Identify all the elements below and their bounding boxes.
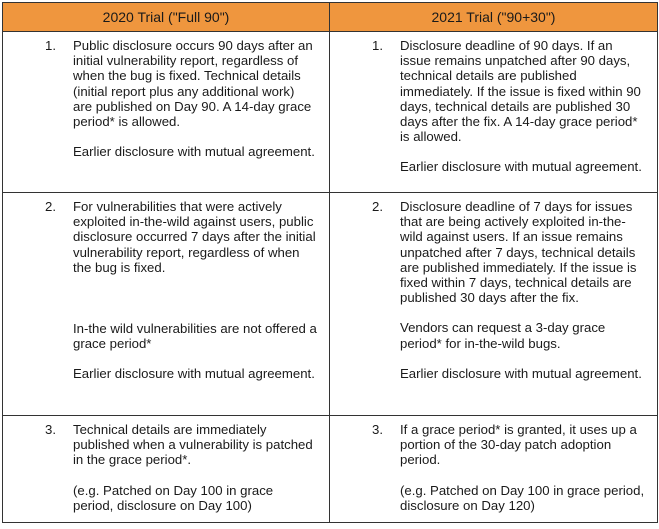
header-row	[3, 3, 658, 32]
cell-2020-item-2	[3, 193, 330, 416]
cell-2021-item-1	[330, 32, 658, 193]
item-note: Earlier disclosure with mutual agreement.	[400, 159, 642, 175]
list-item	[372, 422, 645, 513]
item-number: 1.	[45, 38, 56, 53]
header-2021-trial: 2021 Trial ("90+30")	[330, 3, 658, 32]
item-number: 3.	[372, 422, 383, 437]
item-note: Earlier disclosure with mutual agreement.	[73, 366, 315, 382]
cell-2021-item-3	[330, 416, 658, 523]
item-text: If a grace period* is granted, it uses up a portion of the 30-day patch adoption period.	[400, 422, 637, 468]
cell-2020-item-1	[3, 32, 330, 193]
list-item	[45, 199, 317, 382]
item-number: 3.	[45, 422, 56, 437]
item-text: Disclosure deadline of 90 days. If an issue remains unpatched after 90 days, technical details are published immediately. If the issue is fixed within 90 days, technical details are published 30 days after the fix. A 14-day grace period* is allowed.	[400, 38, 641, 145]
item-number: 2.	[45, 199, 56, 214]
disclosure-policy-table	[2, 2, 658, 523]
list-item	[372, 38, 645, 175]
header-2020-trial: 2020 Trial ("Full 90")	[3, 3, 330, 32]
list-item	[45, 422, 317, 513]
item-note: Earlier disclosure with mutual agreement.	[73, 144, 315, 160]
item-text: For vulnerabilities that were actively exploited in-the-wild against users, public disclosure occurred 7 days after the initial vulnerability report, regardless of when the bug is fixed.	[73, 199, 316, 275]
item-text: Disclosure deadline of 7 days for issues that are being actively exploited in-the-wild against users. If an issue remains unpatched after 7 days, technical details are published immediately. If the issue is fixed within 7 days, technical details are published 30 days after the fix.	[400, 199, 637, 306]
item-text: Public disclosure occurs 90 days after an initial vulnerability report, regardless of when the bug is fixed. Technical details (initial report plus any additional work) are published on Day 90. A 14-day grace period* is allowed.	[73, 38, 313, 130]
item-text: Technical details are immediately published when a vulnerability is patched in the grace period*.	[73, 422, 313, 468]
cell-2021-item-2	[330, 193, 658, 416]
item-note: In-the wild vulnerabilities are not offered a grace period*	[73, 321, 317, 352]
table-row	[3, 193, 658, 416]
cell-2020-item-3	[3, 416, 330, 523]
table-row	[3, 416, 658, 523]
item-example: (e.g. Patched on Day 100 in grace period, disclosure on Day 100)	[73, 482, 274, 513]
table-row	[3, 32, 658, 193]
item-number: 1.	[372, 38, 383, 53]
list-item	[45, 38, 317, 159]
item-note: Vendors can request a 3-day grace period* for in-the-wild bugs.	[400, 320, 606, 351]
item-number: 2.	[372, 199, 383, 214]
item-note: Earlier disclosure with mutual agreement.	[400, 365, 642, 381]
item-example: (e.g. Patched on Day 100 in grace period, disclosure on Day 120)	[400, 482, 645, 513]
list-item	[372, 199, 645, 381]
